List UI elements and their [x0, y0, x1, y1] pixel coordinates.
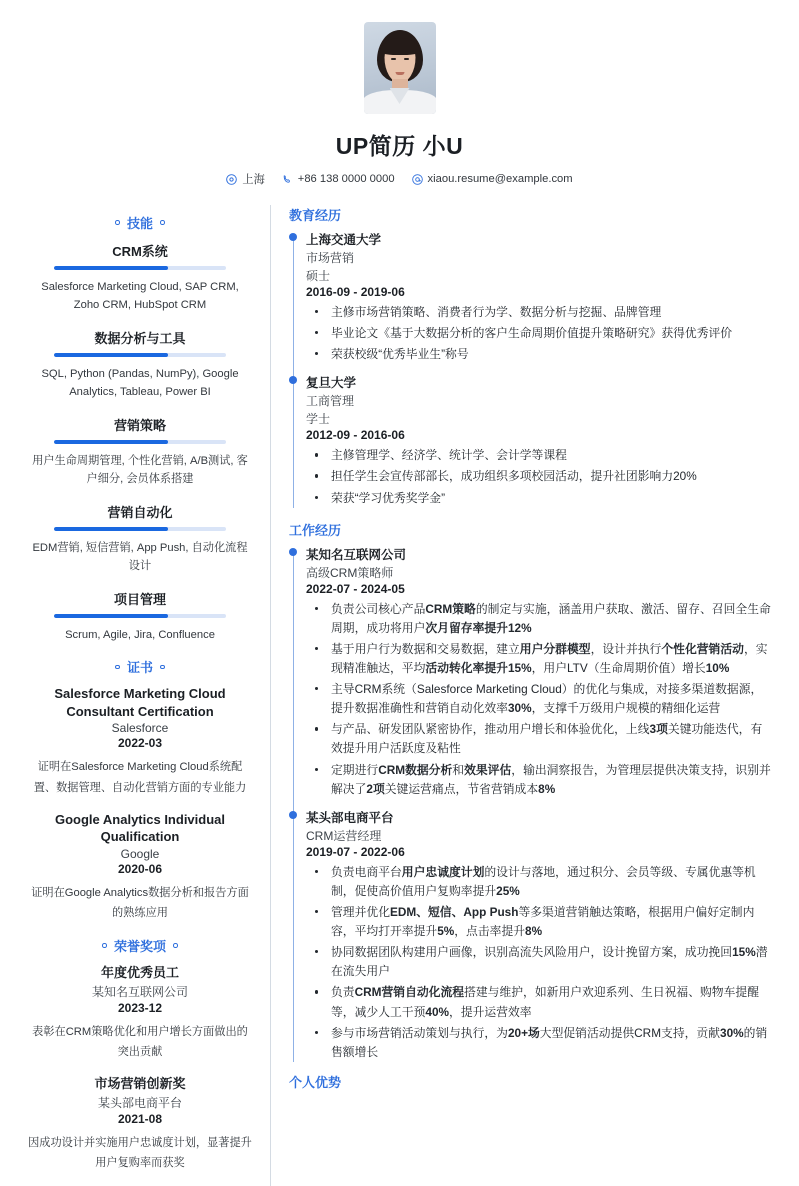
certificate-item [26, 811, 254, 923]
education-degree: 学士 [306, 412, 331, 427]
education-points [306, 303, 773, 364]
award-name: 年度优秀员工 [100, 965, 179, 981]
list-item: 主修市场营销策略、消费者行为学、数据分析与挖掘、品牌管理 [306, 303, 773, 322]
award-description: 表彰在CRM策略优化和用户增长方面做出的突出贡献 [32, 1025, 248, 1058]
sidebar-heading-skills [26, 213, 254, 232]
sidebar-heading-skills-label: 技能 [126, 216, 153, 231]
certificate-org: Google [120, 846, 160, 861]
certificate-name: Google Analytics Individual Qualification [55, 811, 225, 845]
award-item [26, 1075, 254, 1173]
work-title: 高级CRM策略师 [306, 565, 394, 580]
circle-ornament-icon [115, 220, 120, 225]
skill-level-bar [54, 614, 226, 618]
work-company: 某头部电商平台 [306, 810, 394, 825]
skill-item [26, 241, 254, 315]
list-item: 负责公司核心产品CRM策略的制定与实施，涵盖用户获取、激活、留存、召回全生命周期，成功将用户次月留存率提升12% [306, 600, 773, 638]
circle-ornament-icon [173, 943, 178, 948]
list-item: 主修管理学、经济学、统计学、会计学等课程 [306, 446, 773, 465]
skill-list [26, 241, 254, 644]
circle-ornament-icon [115, 665, 120, 670]
list-item: 毕业论文《基于大数据分析的客户生命周期价值提升策略研究》获得优秀评价 [306, 324, 773, 343]
skill-name: 数据分析与工具 [94, 330, 186, 346]
list-item: 参与市场营销活动策划与执行，为20+场大型促销活动提供CRM支持，贡献30%的销售额增长 [306, 1024, 773, 1062]
education-degree: 硕士 [306, 269, 331, 283]
contact-email-text: xiaou.resume@example.com [427, 173, 573, 185]
work-entry [306, 545, 773, 799]
certificate-description: 证明在Salesforce Marketing Cloud系统配置、数据管理、自动化营销方面的专业能力 [33, 761, 247, 794]
list-item: 基于用户行为数据和交易数据，建立用户分群模型，设计并执行个性化营销活动，实现精准触达，平均活动转化率提升15%，用户LTV（生命周期价值）增长10% [306, 640, 773, 678]
skill-name: 营销策略 [113, 417, 166, 433]
skill-description: Scrum, Agile, Jira, Confluence [65, 628, 215, 641]
contact-location-text: 上海 [242, 174, 265, 186]
contact-location [226, 171, 264, 187]
education-major: 市场营销 [306, 251, 355, 265]
email-icon [412, 174, 423, 185]
education-points [306, 446, 773, 507]
education-entry [306, 230, 773, 364]
circle-ornament-icon [102, 943, 107, 948]
award-description: 因成功设计并实施用户忠诚度计划，显著提升用户复购率而获奖 [28, 1136, 252, 1169]
list-item: 协同数据团队构建用户画像，识别高流失风险用户，设计挽留方案，成功挽回15%潜在流失用户 [306, 943, 773, 981]
list-item: 荣获校级“优秀毕业生”称号 [306, 345, 773, 364]
sidebar [26, 205, 271, 1186]
section-heading-education: 教育经历 [289, 208, 342, 223]
skill-name: 营销自动化 [107, 504, 173, 520]
certificate-list [26, 685, 254, 923]
resume-header [26, 22, 773, 187]
education-entry [306, 373, 773, 507]
education-timeline [289, 230, 773, 508]
skill-name: CRM系统 [112, 244, 168, 259]
skill-description: 用户生命周期管理, 个性化营销, A/B测试, 客户细分, 会员体系搭建 [32, 454, 248, 486]
circle-ornament-icon [160, 220, 165, 225]
list-item: 管理并优化EDM、短信、App Push等多渠道营销触达策略，根据用户偏好定制内容，平均打开率提升5%，点击率提升8% [306, 903, 773, 941]
list-item: 与产品、研发团队紧密协作，推动用户增长和体验优化，上线3项关键功能迭代，有效提升用户活跃度及粘性 [306, 720, 773, 758]
sidebar-heading-certificates-label: 证书 [126, 660, 153, 676]
section-heading-work: 工作经历 [289, 522, 342, 538]
education-school: 复旦大学 [306, 376, 357, 391]
education-major: 工商管理 [306, 394, 355, 409]
skill-name: 项目管理 [113, 591, 166, 607]
skill-level-bar [54, 440, 226, 444]
certificate-date: 2022-03 [117, 736, 163, 751]
skill-level-bar [54, 527, 226, 531]
skill-level-bar [54, 266, 226, 270]
page-title: UP简历 小U [335, 133, 464, 159]
skill-item [26, 328, 254, 402]
sidebar-heading-awards [26, 936, 254, 955]
contact-bar [26, 171, 773, 187]
skill-description: EDM营销, 短信营销, App Push, 自动化流程设计 [32, 541, 248, 573]
skill-item [26, 589, 254, 644]
contact-email [412, 173, 573, 185]
skill-item [26, 415, 254, 489]
work-date: 2019-07 - 2022-06 [306, 844, 405, 859]
avatar [364, 22, 436, 114]
work-entry [306, 808, 773, 1062]
certificate-date: 2020-06 [117, 861, 163, 876]
list-item: 主导CRM系统（Salesforce Marketing Cloud）的优化与集成，对接多渠道数据源，提升数据准确性和营销自动化效率30%，支撑千万级用户规模的精细化运营 [306, 680, 773, 718]
certificate-description: 证明在Google Analytics数据分析和报告方面的熟练应用 [31, 886, 249, 920]
award-name: 市场营销创新奖 [94, 1076, 186, 1092]
award-date: 2023-12 [117, 1000, 163, 1015]
certificate-name: Salesforce Marketing Cloud Consultant Certification [54, 686, 226, 719]
education-date: 2016-09 - 2019-06 [306, 285, 405, 299]
location-pin-icon [226, 174, 237, 185]
work-points [306, 600, 773, 799]
education-school: 上海交通大学 [306, 233, 382, 247]
award-date: 2021-08 [117, 1111, 163, 1126]
skill-item [26, 502, 254, 576]
circle-ornament-icon [160, 665, 165, 670]
list-item: 负责电商平台用户忠诚度计划的设计与落地，通过积分、会员等级、专属优惠等机制，促使高价值用户复购率提升25% [306, 863, 773, 901]
education-date: 2012-09 - 2016-06 [306, 428, 405, 443]
award-list [26, 964, 254, 1173]
award-item [26, 964, 254, 1062]
sidebar-heading-awards-label: 荣誉奖项 [113, 939, 166, 955]
main-column [271, 205, 773, 1186]
skill-description: Salesforce Marketing Cloud, SAP CRM, Zoho CRM, HubSpot CRM [41, 281, 239, 312]
contact-phone [282, 173, 395, 185]
skill-level-bar [54, 353, 226, 357]
list-item: 荣获“学习优秀奖学金” [306, 489, 773, 508]
list-item: 负责CRM营销自动化流程搭建与维护，如新用户欢迎系列、生日祝福、购物车提醒等，减少人工干预40%，提升运营效率 [306, 983, 773, 1021]
skill-description: SQL, Python (Pandas, NumPy), Google Analytics, Tableau, Power BI [41, 367, 239, 399]
work-title: CRM运营经理 [306, 828, 382, 843]
certificate-org: Salesforce [111, 721, 169, 736]
list-item: 担任学生会宣传部部长，成功组织多项校园活动，提升社团影响力20% [306, 467, 773, 486]
work-company: 某知名互联网公司 [306, 547, 407, 562]
work-timeline [289, 545, 773, 1062]
resume-body [26, 205, 773, 1186]
phone-icon [282, 174, 293, 185]
list-item: 定期进行CRM数据分析和效果评估，输出洞察报告，为管理层提供决策支持，识别并解决了2项关键运营痛点，节省营销成本8% [306, 761, 773, 799]
work-points [306, 863, 773, 1062]
certificate-item [26, 685, 254, 797]
sidebar-heading-certificates [26, 657, 254, 676]
section-heading-strengths: 个人优势 [289, 1074, 342, 1090]
contact-phone-text: +86 138 0000 0000 [297, 173, 395, 185]
award-org: 某知名互联网公司 [91, 984, 188, 999]
award-org: 某头部电商平台 [97, 1095, 182, 1110]
work-date: 2022-07 - 2024-05 [306, 581, 405, 596]
